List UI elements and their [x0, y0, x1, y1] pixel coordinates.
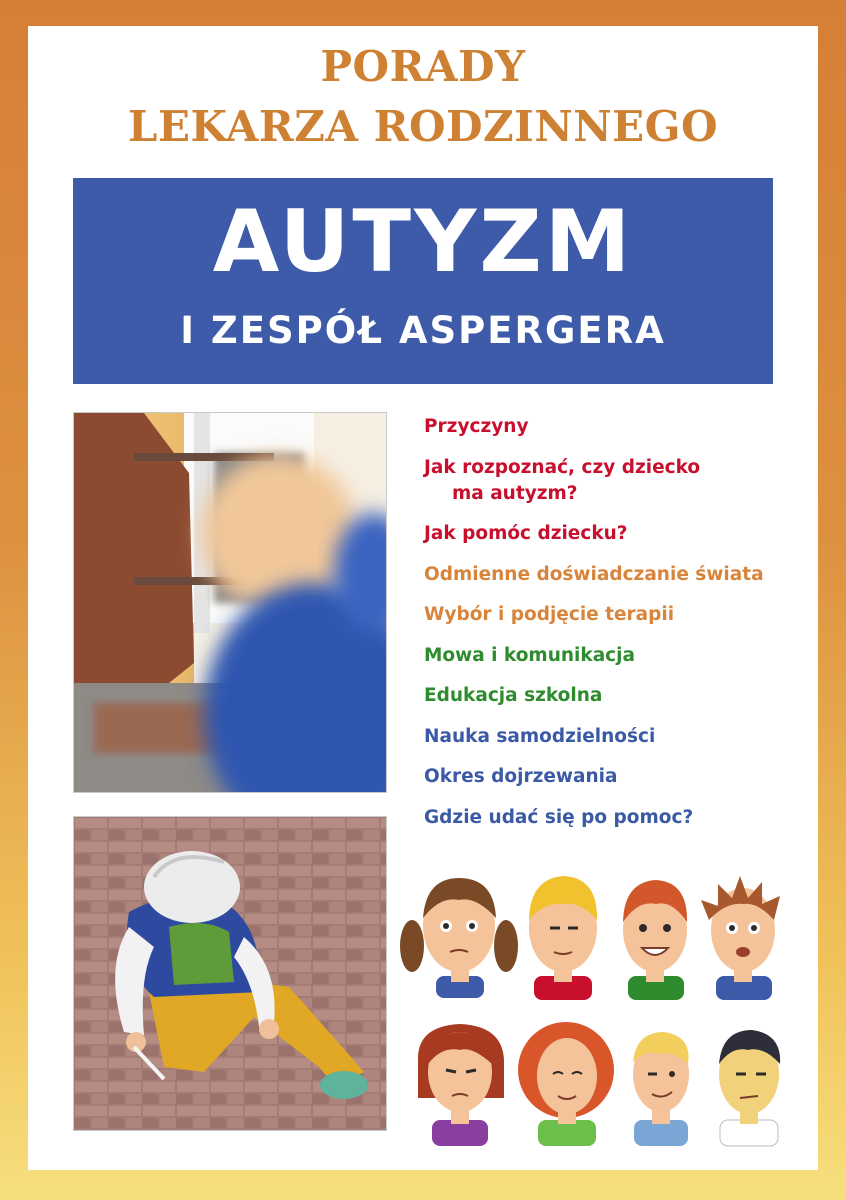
topic-text: Okres dojrzewania — [424, 766, 618, 787]
topic-text: Nauka samodzielności — [424, 725, 656, 747]
face-redhead-boy-icon — [623, 880, 687, 1000]
faces-illustration — [396, 866, 816, 1156]
face-winking-man-icon — [633, 1032, 689, 1146]
topic-item — [424, 805, 814, 831]
topic-item — [424, 521, 814, 547]
topic-item — [424, 602, 814, 628]
face-dark-hair-man-icon — [719, 1030, 780, 1146]
topic-text: Edukacja szkolna — [424, 685, 603, 706]
face-girl-pigtails-icon — [400, 878, 518, 998]
title-box — [73, 178, 773, 384]
topic-item — [424, 562, 814, 588]
topic-item — [424, 643, 814, 669]
face-curly-girl-icon — [518, 1022, 614, 1146]
photo-child-drawing — [73, 816, 387, 1131]
topic-item — [424, 455, 814, 507]
topic-item — [424, 414, 814, 440]
topic-text: Odmienne doświadczanie świata — [424, 563, 764, 585]
face-blond-boy-icon — [529, 876, 597, 1000]
face-woman-red-hair-icon — [418, 1024, 504, 1146]
book-subtitle: I ZESPÓŁ ASPERGERA — [180, 309, 666, 352]
photo-child-window — [73, 412, 387, 793]
cover-panel — [28, 26, 818, 1170]
face-spiky-boy-icon — [701, 876, 780, 1000]
topic-text: Gdzie udać się po pomoc? — [424, 806, 694, 828]
topic-item — [424, 724, 814, 750]
book-title: AUTYZM — [212, 192, 634, 292]
topic-text: Jak rozpoznać, czy dziecko — [424, 456, 701, 478]
topic-item — [424, 764, 814, 790]
topic-text: Mowa i komunikacja — [424, 644, 635, 666]
topic-item — [424, 683, 814, 709]
series-title-line2: LEKARZA RODZINNEGO — [127, 102, 719, 151]
topic-text: Wybór i podjęcie terapii — [424, 604, 675, 625]
topic-text: Przyczyny — [424, 416, 529, 437]
topic-text: Jak pomóc dziecku? — [424, 523, 628, 544]
topics-list — [424, 414, 814, 845]
series-title-line1: PORADY — [320, 42, 526, 91]
topic-text-continuation: ma autyzm? — [452, 482, 578, 504]
